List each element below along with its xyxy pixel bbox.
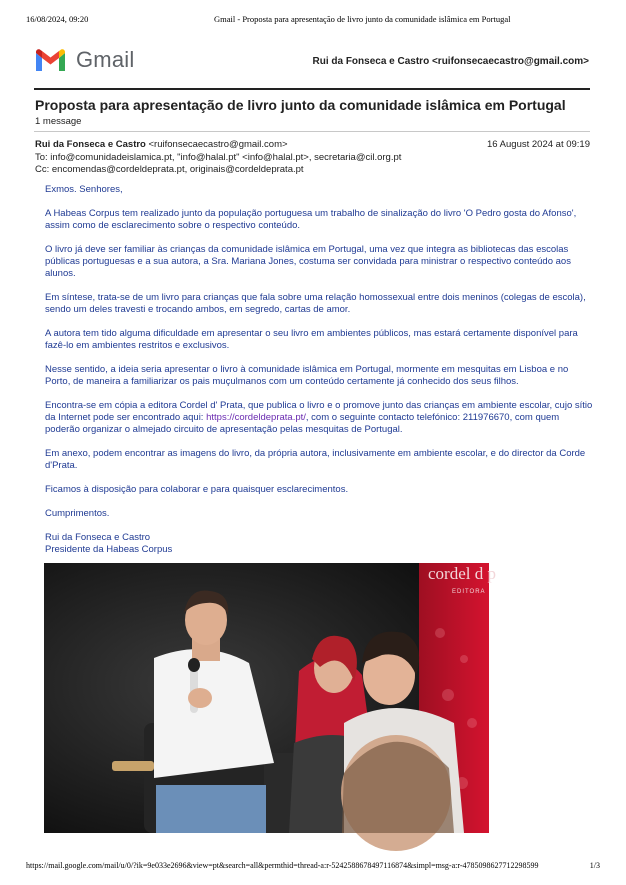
sender-name: Rui da Fonseca e Castro xyxy=(35,139,146,150)
paragraph-6-text-a: Encontra-se em cópia a editora Cordel d' Prata, que publica o livro e o promove junto das crianças em ambiente escolar, cujo sítio da Internet pode ser encontrado aqui: xyxy=(45,400,593,423)
print-url: https://mail.google.com/mail/u/0/?ik=9e033e2696&view=pt&search=all&permthid=thread-a:r-5242588678497116874&simpl=msg-a:r-4785098627712298599 xyxy=(26,861,539,870)
message-meta xyxy=(35,139,590,177)
message-count: 1 message xyxy=(35,116,82,127)
signature-title: Presidente da Habeas Corpus xyxy=(45,544,173,555)
gmail-m-icon xyxy=(34,48,67,73)
sender-email[interactable]: <ruifonsecaecastro@gmail.com> xyxy=(145,139,288,150)
message-body xyxy=(45,184,593,556)
banner-subtext: EDITORA xyxy=(452,589,486,595)
gmail-wordmark: Gmail xyxy=(76,47,135,72)
to-line: To: info@comunidadeislamica.pt, "info@halal.pt" <info@halal.pt>, secretaria@cil.org.pt xyxy=(35,151,402,163)
print-datetime: 16/08/2024, 09:20 xyxy=(26,14,89,24)
paragraph-5: Nesse sentido, a ideia seria apresentar o livro à comunidade islâmica em Portugal, mormente em mesquitas em Lisboa e no Porto, de maneira a familiarizar os pais muçulmanos com um conteúdo certamente já conhecido dos seus filhos. xyxy=(45,364,569,387)
subject-divider xyxy=(34,131,590,132)
paragraph-2: O livro já deve ser familiar às crianças da comunidade islâmica em Portugal, uma vez que integra as bibliotecas das escolas públicas portuguesas e a sua autora, a Sra. Mariana Jones, costuma ser convidada para ministrar o respectivo conteúdo aos alunos. xyxy=(45,244,571,279)
paragraph-7: Em anexo, podem encontrar as imagens do livro, da própria autora, inclusivamente em ambiente escolar, e do director da Corde d'Prata. xyxy=(45,448,586,471)
paragraph-1: A Habeas Corpus tem realizado junto da população portuguesa um trabalho de sinalização do livro 'O Pedro gosta do Afonso', assim como de esclarecimento sobre o respectivo conteúdo. xyxy=(45,208,577,231)
cc-line: Cc: encomendas@cordeldeprata.pt, originais@cordeldeprata.pt xyxy=(35,164,304,175)
account-label: Rui da Fonseca e Castro <ruifonsecaecastro@gmail.com> xyxy=(312,56,589,67)
publisher-link[interactable]: https://cordeldeprata.pt/ xyxy=(206,412,306,423)
banner-text: cordel d p xyxy=(428,564,496,583)
paragraph-3: Em síntese, trata-se de um livro para crianças que fala sobre uma relação homossexual entre dois meninos (colegas de escola), sendo um deles travesti e trocando ambos, em segredo, cartas de amor. xyxy=(45,292,586,315)
header-divider xyxy=(34,88,590,90)
page-number: 1/3 xyxy=(589,861,600,870)
greeting: Exmos. Senhores, xyxy=(45,184,123,195)
paragraph-6-text-b: , com o seguinte contacto telefónico: 211976670, com quem poderão organizar o almejado circuito de apresentação pelas mesquitas de Portugal. xyxy=(45,412,560,435)
paragraph-6 xyxy=(45,400,593,436)
attachment-photo[interactable] xyxy=(44,563,496,833)
print-footer xyxy=(26,861,600,873)
print-page-title: Gmail - Proposta para apresentação de livro junto da comunidade islâmica em Portugal xyxy=(214,14,511,24)
from-line xyxy=(35,139,590,152)
thread-subject: Proposta para apresentação de livro junto da comunidade islâmica em Portugal xyxy=(35,97,566,113)
print-header xyxy=(26,14,600,26)
closing: Cumprimentos. xyxy=(45,508,110,519)
paragraph-8: Ficamos à disposição para colaborar e para quaisquer esclarecimentos. xyxy=(45,484,349,495)
signature-name: Rui da Fonseca e Castro xyxy=(45,532,151,543)
gmail-logo xyxy=(34,47,134,73)
paragraph-4: A autora tem tido alguma dificuldade em apresentar o seu livro em ambientes públicos, mas estará certamente disponível para fazê-lo em ambientes restritos e exclusivos. xyxy=(45,328,578,351)
message-date: 16 August 2024 at 09:19 xyxy=(486,139,590,150)
